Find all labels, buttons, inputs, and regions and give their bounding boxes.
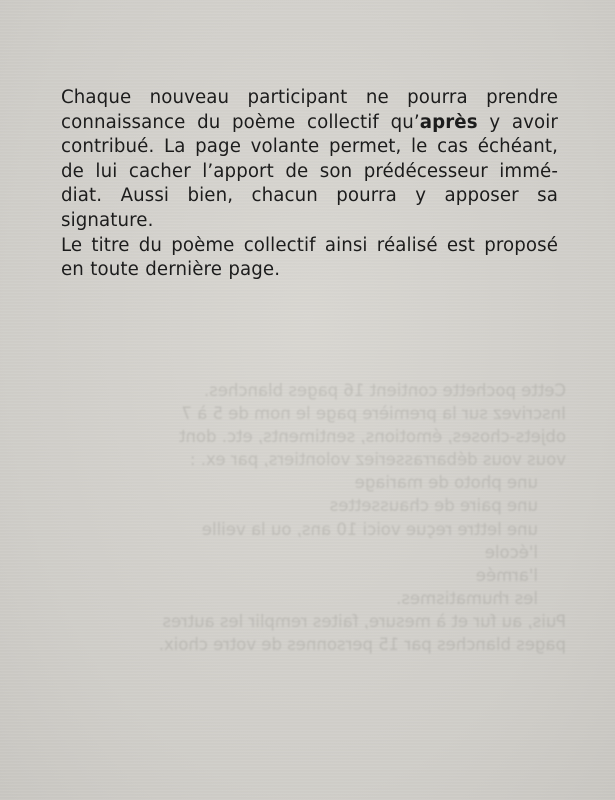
show-through-line: objets-choses, émotions, sentiments, etc. dont	[179, 427, 566, 447]
paragraph-line: signature.	[61, 209, 154, 231]
show-through-line: une lettre reçue voici 10 ans, ou la veille	[201, 519, 538, 539]
show-through-line: pages blanches par 15 personnes de votre choix.	[158, 635, 566, 655]
paragraph-line: de lui cacher l’apport de son prédécesseur immé-	[61, 160, 558, 182]
show-through-line: une photo de mariage	[354, 473, 538, 493]
show-through-text	[66, 379, 566, 656]
body-text	[61, 86, 558, 283]
show-through-line: l'école	[484, 542, 538, 562]
paragraph-line: Le titre du poème collectif ainsi réalisé est proposé	[61, 234, 558, 256]
paragraph-line	[61, 111, 558, 136]
paragraph-line: en toute dernière page.	[61, 259, 281, 281]
show-through-line: les rhumatismes.	[396, 588, 538, 608]
text-run: y avoir	[477, 111, 558, 133]
show-through-line: vous vous débarrasseriez volontiers, par ex. :	[189, 450, 566, 470]
show-through-line: l'armée	[475, 565, 538, 585]
paragraph-line: Chaque nouveau participant ne pourra prendre	[61, 87, 558, 108]
paragraph-line: contribué. La page volante permet, le cas échéant,	[61, 136, 558, 158]
emphasis-apres: après	[419, 111, 478, 133]
show-through-line: Puis, au fur et à mesure, faites remplir les autres	[162, 611, 566, 631]
show-through-line: une paire de chaussettes	[329, 496, 538, 516]
text-run: connaissance du poème collectif qu’	[61, 111, 420, 133]
show-through-line: Cette pochette contient 16 pages blanches.	[203, 381, 566, 400]
paragraph-line: diat. Aussi bien, chacun pourra y apposer sa	[61, 185, 558, 207]
show-through-line: Inscrivez sur la première page le nom de 5 à 7	[181, 404, 566, 424]
